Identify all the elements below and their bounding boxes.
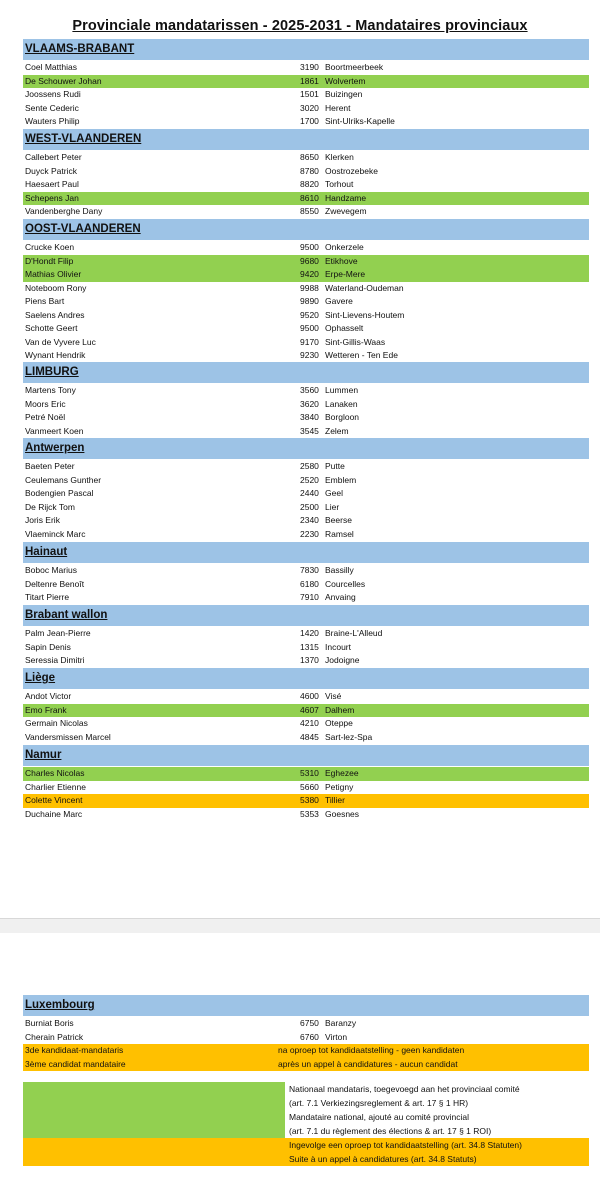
table-row — [23, 268, 589, 282]
legend-green-line: (art. 7.1 du règlement des élections & art. 17 § 1 ROI) — [289, 1126, 492, 1136]
table-row — [23, 309, 589, 323]
postcode: 4210 — [300, 718, 319, 728]
city: Torhout — [325, 179, 354, 189]
city: Onkerzele — [325, 242, 364, 252]
table-row — [23, 528, 589, 542]
table-row — [23, 75, 589, 89]
city: Zelem — [325, 425, 349, 436]
table-row — [23, 654, 589, 668]
region-title: Antwerpen — [25, 442, 85, 454]
region-header — [23, 542, 589, 563]
member-name: Martens Tony — [25, 385, 76, 395]
table-row — [23, 487, 589, 501]
city: Waterland-Oudeman — [325, 282, 404, 293]
postcode: 9500 — [300, 242, 319, 252]
city: Incourt — [325, 641, 351, 652]
member-name: Haesaert Paul — [25, 179, 79, 189]
member-name: De Schouwer Johan — [25, 75, 102, 86]
region-title: Luxembourg — [25, 999, 95, 1011]
member-name: Vandersmissen Marcel — [25, 731, 111, 742]
member-name: Saelens Andres — [25, 309, 85, 320]
member-name: Petré Noël — [25, 412, 66, 422]
region-title: VLAAMS-BRABANT — [25, 43, 135, 55]
member-name: Vandenberghe Dany — [25, 206, 103, 216]
member-name: Piens Bart — [25, 296, 65, 306]
city: Emblem — [325, 474, 357, 485]
member-name: Titart Pierre — [25, 592, 70, 602]
table-row — [23, 641, 589, 655]
member-name: Vanmeert Koen — [25, 425, 84, 436]
page-separator — [0, 918, 600, 934]
member-name: Charles Nicolas — [25, 768, 85, 778]
legend-swatch-orange — [23, 1138, 285, 1166]
member-name: Boboc Marius — [25, 565, 77, 575]
postcode: 1700 — [300, 116, 319, 126]
table-row — [23, 282, 589, 296]
table-row — [23, 192, 589, 206]
city: Handzame — [325, 192, 367, 203]
table-row — [23, 514, 589, 528]
city: Eghezee — [325, 768, 359, 778]
member-name: Baeten Peter — [25, 461, 75, 471]
member-name: D'Hondt Filip — [25, 255, 74, 266]
legend-swatch-green — [23, 1082, 285, 1138]
candidate-label: 3ème candidat mandataire — [25, 1058, 126, 1069]
city: Lier — [325, 501, 340, 512]
postcode: 3545 — [300, 425, 319, 436]
city: Virton — [325, 1031, 348, 1042]
table-row — [23, 808, 589, 822]
member-name: Cherain Patrick — [25, 1031, 84, 1042]
member-name: Callebert Peter — [25, 152, 82, 162]
region-title: Liège — [25, 672, 56, 684]
postcode: 8650 — [300, 152, 319, 162]
region-header — [23, 745, 589, 766]
city: Buizingen — [325, 89, 363, 99]
postcode: 4607 — [300, 704, 319, 715]
table-row — [23, 88, 589, 102]
table-row — [23, 717, 589, 731]
table-row — [23, 767, 589, 781]
postcode: 9890 — [300, 296, 319, 306]
member-name: Mathias Olivier — [25, 269, 82, 279]
postcode: 2340 — [300, 515, 319, 525]
postcode: 6760 — [300, 1031, 319, 1042]
postcode: 2440 — [300, 488, 319, 498]
city: Wolvertem — [325, 75, 366, 86]
table-row — [23, 61, 589, 75]
city: Etikhove — [325, 255, 358, 266]
table-row — [23, 336, 589, 350]
member-name: Van de Vyvere Luc — [25, 336, 96, 347]
postcode: 2580 — [300, 461, 319, 471]
table-row — [23, 1017, 589, 1031]
member-name: Schepens Jan — [25, 192, 79, 203]
postcode: 9420 — [300, 269, 319, 279]
member-name: Charlier Etienne — [25, 781, 86, 792]
table-row — [23, 627, 589, 641]
region-title: Brabant wallon — [25, 609, 108, 621]
member-name: Deltenre Benoît — [25, 578, 85, 589]
postcode: 3020 — [300, 102, 319, 113]
page-2 — [0, 933, 600, 1195]
postcode: 1420 — [300, 628, 319, 638]
table-row — [23, 425, 589, 439]
city: Sint-Ulriks-Kapelle — [325, 116, 395, 126]
postcode: 7830 — [300, 565, 319, 575]
table-row — [23, 460, 589, 474]
postcode: 4845 — [300, 731, 319, 742]
postcode: 9230 — [300, 350, 319, 360]
table-row — [23, 115, 589, 129]
city: Lummen — [325, 385, 359, 395]
postcode: 3840 — [300, 412, 319, 422]
postcode: 8820 — [300, 179, 319, 189]
candidate-note: na oproep tot kandidaatstelling - geen kandidaten — [278, 1045, 465, 1055]
candidate-note-row — [23, 1058, 589, 1072]
member-name: Joossens Rudi — [25, 89, 81, 99]
postcode: 3620 — [300, 398, 319, 409]
city: Visé — [325, 691, 342, 701]
member-name: Seressia Dimitri — [25, 655, 85, 665]
city: Wetteren - Ten Ede — [325, 350, 398, 360]
postcode: 1370 — [300, 655, 319, 665]
region-title: OOST-VLAANDEREN — [25, 223, 141, 235]
postcode: 9520 — [300, 309, 319, 320]
city: Bassilly — [325, 565, 354, 575]
postcode: 5660 — [300, 781, 319, 792]
table-row — [23, 794, 589, 808]
region-header — [23, 668, 589, 689]
city: Putte — [325, 461, 345, 471]
city: Sint-Gillis-Waas — [325, 336, 386, 347]
candidate-label: 3de kandidaat-mandataris — [25, 1045, 124, 1055]
postcode: 8550 — [300, 206, 319, 216]
postcode: 3560 — [300, 385, 319, 395]
city: Anvaing — [325, 592, 356, 602]
table-row — [23, 295, 589, 309]
city: Borgloon — [325, 412, 360, 422]
member-name: Duchaine Marc — [25, 808, 83, 819]
city: Geel — [325, 488, 343, 498]
city: Baranzy — [325, 1018, 357, 1028]
postcode: 1501 — [300, 89, 319, 99]
postcode: 5353 — [300, 808, 319, 819]
member-name: Vlaeminck Marc — [25, 528, 86, 539]
table-row — [23, 564, 589, 578]
city: Ramsel — [325, 528, 354, 539]
table-row — [23, 178, 589, 192]
member-name: Burniat Boris — [25, 1018, 74, 1028]
legend-orange-line: Ingevolge een oproep tot kandidaatstelling (art. 34.8 Statuten) — [289, 1140, 522, 1150]
candidate-note-row — [23, 1044, 589, 1058]
legend-green-line: Nationaal mandataris, toegevoegd aan het provinciaal comité — [289, 1084, 520, 1094]
region-header — [23, 438, 589, 459]
table-row — [23, 690, 589, 704]
page-title: Provinciale mandatarissen - 2025-2031 - Mandataires provinciaux — [72, 18, 528, 34]
region-title: LIMBURG — [25, 366, 79, 378]
city: Lanaken — [325, 398, 358, 409]
postcode: 9500 — [300, 323, 319, 333]
table-row — [23, 398, 589, 412]
region-title: WEST-VLAANDEREN — [25, 133, 142, 145]
city: Beerse — [325, 515, 352, 525]
table-row — [23, 241, 589, 255]
member-name: Andot Victor — [25, 691, 72, 701]
city: Tillier — [325, 795, 345, 805]
member-name: Bodengien Pascal — [25, 488, 94, 498]
member-name: Palm Jean-Pierre — [25, 628, 91, 638]
postcode: 9680 — [300, 255, 319, 266]
member-name: De Rijck Tom — [25, 501, 75, 512]
member-name: Duyck Patrick — [25, 165, 77, 176]
city: Erpe-Mere — [325, 269, 366, 279]
postcode: 7910 — [300, 592, 319, 602]
postcode: 4600 — [300, 691, 319, 701]
table-row — [23, 102, 589, 116]
member-name: Colette Vincent — [25, 795, 83, 805]
legend-green-line: (art. 7.1 Verkiezingsreglement & art. 17 § 1 HR) — [289, 1098, 469, 1108]
table-row — [23, 474, 589, 488]
region-header — [23, 995, 589, 1016]
legend-green-line: Mandataire national, ajouté au comité provincial — [289, 1112, 470, 1122]
postcode: 1861 — [300, 75, 319, 86]
postcode: 6180 — [300, 578, 319, 589]
postcode: 8610 — [300, 192, 319, 203]
member-name: Joris Erik — [25, 515, 60, 525]
region-header — [23, 605, 589, 626]
table-row — [23, 1031, 589, 1045]
postcode: 3190 — [300, 62, 319, 72]
region-title: Hainaut — [25, 546, 68, 558]
table-row — [23, 731, 589, 745]
member-name: Noteboom Rony — [25, 282, 87, 293]
table-row — [23, 384, 589, 398]
table-row — [23, 151, 589, 165]
city: Ophasselt — [325, 323, 364, 333]
postcode: 8780 — [300, 165, 319, 176]
postcode: 5380 — [300, 795, 319, 805]
member-name: Coel Matthias — [25, 62, 77, 72]
member-name: Wauters Philip — [25, 116, 80, 126]
candidate-note: après un appel à candidatures - aucun candidat — [278, 1058, 458, 1069]
city: Jodoigne — [325, 655, 360, 665]
postcode: 6750 — [300, 1018, 319, 1028]
table-row — [23, 322, 589, 336]
table-row — [23, 578, 589, 592]
member-name: Sapin Denis — [25, 641, 71, 652]
region-title: Namur — [25, 749, 62, 761]
region-header — [23, 39, 589, 60]
postcode: 2500 — [300, 501, 319, 512]
postcode: 2230 — [300, 528, 319, 539]
city: Oteppe — [325, 718, 353, 728]
table-row — [23, 781, 589, 795]
city: Oostrozebeke — [325, 165, 378, 176]
city: Herent — [325, 102, 351, 113]
city: Zwevegem — [325, 206, 367, 216]
member-name: Wynant Hendrik — [25, 350, 86, 360]
table-row — [23, 205, 589, 219]
member-name: Moors Eric — [25, 398, 66, 409]
member-name: Emo Frank — [25, 704, 67, 715]
table-row — [23, 165, 589, 179]
table-row — [23, 704, 589, 718]
table-row — [23, 591, 589, 605]
postcode: 9988 — [300, 282, 319, 293]
city: Braine-L'Alleud — [325, 628, 383, 638]
postcode: 1315 — [300, 641, 319, 652]
postcode: 2520 — [300, 474, 319, 485]
member-name: Germain Nicolas — [25, 718, 88, 728]
region-header — [23, 219, 589, 240]
table-row — [23, 501, 589, 515]
postcode: 9170 — [300, 336, 319, 347]
city: Sint-Lievens-Houtem — [325, 309, 405, 320]
table-row — [23, 255, 589, 269]
region-header — [23, 129, 589, 150]
city: Goesnes — [325, 808, 360, 819]
city: Sart-lez-Spa — [325, 731, 373, 742]
legend-orange-line: Suite à un appel à candidatures (art. 34.8 Statuts) — [289, 1154, 477, 1164]
city: Courcelles — [325, 578, 366, 589]
member-name: Schotte Geert — [25, 323, 78, 333]
city: Gavere — [325, 296, 353, 306]
city: Dalhem — [325, 704, 355, 715]
table-row — [23, 349, 589, 363]
city: Boortmeerbeek — [325, 62, 384, 72]
member-name: Crucke Koen — [25, 242, 75, 252]
region-header — [23, 362, 589, 383]
member-name: Ceulemans Gunther — [25, 474, 102, 485]
city: Petigny — [325, 781, 354, 792]
table-row — [23, 411, 589, 425]
city: Klerken — [325, 152, 354, 162]
member-name: Sente Cederic — [25, 102, 79, 113]
postcode: 5310 — [300, 768, 319, 778]
